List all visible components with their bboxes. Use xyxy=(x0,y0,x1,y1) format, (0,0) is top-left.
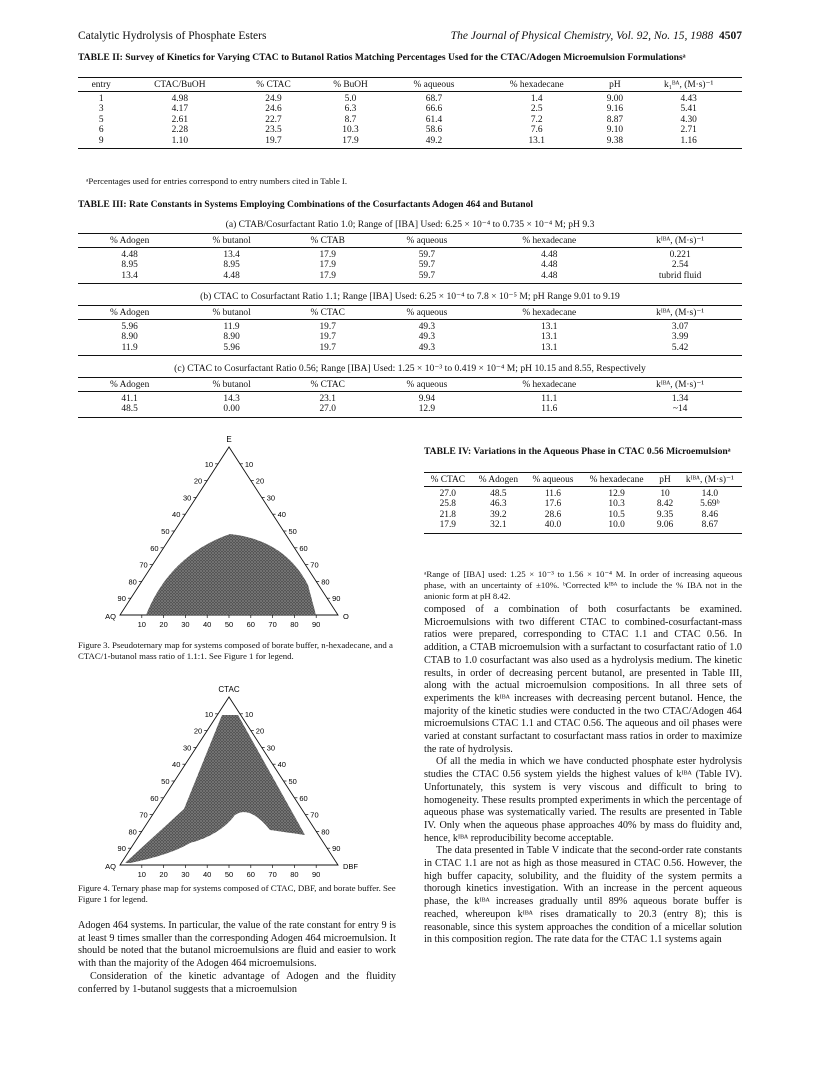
table-cell: 13.4 xyxy=(78,271,181,284)
table-cell: 3.07 xyxy=(671,322,689,332)
table-cell: 3.99 xyxy=(671,332,689,343)
apex-label: CTAC xyxy=(218,685,240,694)
table4-caption: TABLE IV: Variations in the Aqueous Phase in CTAC 0.56 Microemulsionᵃ xyxy=(424,446,731,457)
tick-label: 80 xyxy=(128,827,137,837)
column-header: % aqueous xyxy=(373,378,480,392)
table-cell: 4.17 xyxy=(171,104,189,115)
table-cell: 10.3 xyxy=(608,499,625,510)
table-cell: 9.16 xyxy=(606,104,624,115)
table-cell: 49.2 xyxy=(389,136,479,149)
tick-label: 10 xyxy=(204,459,214,469)
table-cell: 9.06 xyxy=(652,520,677,533)
right-column-text xyxy=(424,604,742,947)
tick-label: 60 xyxy=(299,543,308,553)
tick-label: 40 xyxy=(203,870,212,879)
table-cell: 8.95 xyxy=(121,260,138,271)
column-header: % BuOH xyxy=(312,78,389,92)
table-cell: 11.6 xyxy=(480,404,618,417)
column-header: % CTAC xyxy=(424,473,472,487)
tick-label: 20 xyxy=(159,620,168,629)
table-cell: 59.7 xyxy=(418,260,436,271)
table-cell: 24.9 xyxy=(265,94,282,104)
column-header: % butanol xyxy=(181,306,282,320)
table-cell: 8.46 xyxy=(701,509,719,520)
table-row xyxy=(78,332,742,342)
table-cell: 5.96 xyxy=(121,322,138,332)
table-cell: 11.1 xyxy=(541,394,558,404)
tick-label: 20 xyxy=(255,476,265,486)
table-cell: 49.3 xyxy=(373,343,480,356)
table-cell: 24.6 xyxy=(265,104,282,115)
tick-label: 80 xyxy=(321,577,330,587)
tick-label: 10 xyxy=(137,870,146,879)
tick-label: 90 xyxy=(312,620,321,629)
table-cell: 8.90 xyxy=(223,332,240,343)
column-header: pH xyxy=(652,473,677,487)
table-cell: 5.42 xyxy=(618,343,742,356)
vertex-label: AQ xyxy=(105,862,116,871)
tick-label: 30 xyxy=(266,743,276,753)
tick-label: 90 xyxy=(312,870,321,879)
tick-label: 20 xyxy=(193,476,203,486)
table-cell: 61.4 xyxy=(425,114,443,125)
table-cell: 17.9 xyxy=(424,520,472,533)
tick-label: 70 xyxy=(139,810,148,820)
table-cell: 8.67 xyxy=(678,520,742,533)
table-cell: 8.42 xyxy=(656,499,674,510)
tick-label: 50 xyxy=(161,777,170,786)
tick-label: 60 xyxy=(150,793,159,803)
table-cell: 2.54 xyxy=(671,260,689,271)
table-cell: 0.00 xyxy=(181,404,282,417)
table-cell: 58.6 xyxy=(425,125,443,136)
table-cell: 48.5 xyxy=(78,404,181,417)
tick-label: 50 xyxy=(288,777,297,786)
column-header: % aqueous xyxy=(525,473,581,487)
table-cell: 32.1 xyxy=(472,520,526,533)
table-cell: 10.3 xyxy=(342,125,359,136)
table-header-row xyxy=(78,378,742,392)
figure3-caption: Figure 3. Pseudoternary map for systems composed of borate buffer, n-hexadecane, and a CTAC/1-butanol mass ratio of 1.1:1. See Figure 1 for legend. xyxy=(78,640,393,661)
table-header-row xyxy=(78,234,742,248)
table-cell: 13.4 xyxy=(223,250,240,260)
table2 xyxy=(78,77,742,149)
column-header: % Adogen xyxy=(472,473,526,487)
table-cell: 19.7 xyxy=(319,322,336,332)
table-row xyxy=(424,510,742,520)
table-cell: 5.69ᵇ xyxy=(700,499,720,510)
table-cell: 1.16 xyxy=(635,136,742,149)
table-cell: 12.9 xyxy=(608,489,625,499)
column-header: % aqueous xyxy=(373,234,480,248)
table-cell: 2.61 xyxy=(171,114,189,125)
table-cell: 28.6 xyxy=(544,509,562,520)
tick-label: 30 xyxy=(182,743,192,753)
tick-label: 20 xyxy=(255,726,265,736)
table-cell: 19.7 xyxy=(282,343,374,356)
table-cell: 22.7 xyxy=(265,114,282,125)
table-cell: 39.2 xyxy=(490,509,507,520)
tick-label: 80 xyxy=(128,577,137,587)
table-cell: 4.98 xyxy=(171,94,189,104)
column-header: kᴵᴮᴬ, (M·s)⁻¹ xyxy=(618,234,742,248)
table3c-title: (c) CTAC to Cosurfactant Ratio 0.56; Range [IBA] Used: 1.25 × 10⁻³ to 0.419 × 10⁻⁴ M; pH 10.15 and 8.55, Respectively xyxy=(174,363,646,374)
table-cell: 2.28 xyxy=(171,125,189,136)
table-cell: 13.1 xyxy=(541,322,558,332)
column-header: % aqueous xyxy=(373,306,480,320)
tick-label: 40 xyxy=(203,620,212,629)
table-cell: 49.3 xyxy=(418,332,436,343)
table-cell: 4.48 xyxy=(480,271,618,284)
tick-label: 60 xyxy=(299,793,308,803)
tick-label: 90 xyxy=(332,594,341,604)
table-cell: 49.3 xyxy=(418,322,436,332)
table-cell: 17.9 xyxy=(319,260,336,271)
table-cell: 17.6 xyxy=(544,499,562,510)
table-cell: 4.48 xyxy=(541,260,558,271)
table-header-row xyxy=(78,306,742,320)
tick-label: 40 xyxy=(277,760,286,770)
table-cell: 27.0 xyxy=(439,489,456,499)
tick-label: 80 xyxy=(321,827,330,837)
table-cell: 4.48 xyxy=(181,271,282,284)
table-cell: 8.87 xyxy=(606,114,624,125)
table-row xyxy=(424,520,742,533)
table-cell: 7.6 xyxy=(530,125,543,136)
table-cell: tubrid fluid xyxy=(618,271,742,284)
column-header: % Adogen xyxy=(78,378,181,392)
tick-label: 10 xyxy=(244,709,254,719)
tick-label: 40 xyxy=(172,760,181,770)
table-cell: 5.96 xyxy=(181,343,282,356)
table-cell: 3 xyxy=(98,104,104,115)
column-header: % hexadecane xyxy=(581,473,653,487)
table-cell: 14.3 xyxy=(223,394,240,404)
table-cell: 4.48 xyxy=(541,250,558,260)
tick-label: 70 xyxy=(310,810,319,820)
table-row xyxy=(78,260,742,270)
table-cell: 23.5 xyxy=(265,125,282,136)
table-cell: 2.71 xyxy=(680,125,697,136)
apex-label: E xyxy=(226,435,232,444)
table-row xyxy=(78,136,742,149)
table-cell: 4.30 xyxy=(680,114,697,125)
table-cell: 19.7 xyxy=(319,332,336,343)
tick-label: 50 xyxy=(224,870,234,879)
table-cell: 13.1 xyxy=(479,136,595,149)
tick-label: 20 xyxy=(193,726,203,736)
table-row xyxy=(424,487,742,500)
paragraph: The data presented in Table V indicate that the second-order rate constants in CTAC 1.1 are not as high as those measured in CTAC 0.56. However, the high buffer capacity, solubility, and the fluidity of the system permits a thorough kinetics investigation. With an increase in the percent aqueous phase, the kᴵᴮᴬ increases gradually until 89% aqueous borate buffer is reached, whereupon kᴵᴮᴬ rises dramatically to 20.3 (entry 8); this is reasonable, since this system approaches the condition of a micellar solution in this composition region. The rate data for the CTAC 1.1 systems again xyxy=(424,845,742,946)
column-header: % Adogen xyxy=(78,306,181,320)
table3b-title: (b) CTAC to Cosurfactant Ratio 1.1; Range [IBA] Used: 6.25 × 10⁻⁴ to 7.8 × 10⁻⁵ M; pH Range 9.01 to 9.19 xyxy=(200,291,620,302)
column-header: entry xyxy=(78,78,125,92)
tick-label: 50 xyxy=(288,527,297,536)
table-cell: 5.41 xyxy=(680,104,697,115)
phase-region xyxy=(125,715,308,863)
tick-label: 90 xyxy=(117,844,126,854)
table-cell: 41.1 xyxy=(121,394,138,404)
table-header-row xyxy=(78,78,742,92)
table-cell: 40.0 xyxy=(525,520,581,533)
figure3-ternary-plot xyxy=(80,435,380,640)
vertex-label: DBF xyxy=(343,862,358,871)
paragraph: Of all the media in which we have conducted phosphate ester hydrolysis studies the CTAC 0.56 system yields the highest values of kᴵᴮᴬ (Table IV). Unfortunately, this system is very viscous and difficult to bring to homogeneity. These results prompted experiments in which the percentage of aqueous phase was systematically varied. The results are presented in Table IV. Only when the aqueous phase approaches 40% by mass do fluidity and, hence, kᴵᴮᴬ reproducibility become acceptable. xyxy=(424,756,742,844)
column-header: % hexadecane xyxy=(479,78,595,92)
table-cell: 9.94 xyxy=(418,394,436,404)
paragraph: composed of a combination of both cosurfactants be examined. Microemulsions with two different CTAC to combined-cosurfactant-mass ratios were prepared, corresponding to CTAC 1.1 and CTAC 0.56. In addition, a CTAB microemulsion with a surfactant to cosurfactant ratio of 1.0 CTAB to 1.0 cosurfactant was also used as a hydrolysis medium. The kinetic results, in order of decreasing percent butanol, are presented in Table III, along with the actual microemulsion compositions. In all three sets of experiments the kᴵᴮᴬ increases with decreasing percent butanol. Hence, the majority of the kinetic studies were conducted in the two CTAC/Adogen 464 microemulsions CTAC 1.1 and CTAC 0.56. The aqueous and oil phases were varied at constant surfactant to cosurfactant mass ratios in order to maximize the rate of hydrolysis. xyxy=(424,604,742,755)
table3a xyxy=(78,233,742,284)
running-title: Catalytic Hydrolysis of Phosphate Esters xyxy=(78,30,267,42)
tick-label: 90 xyxy=(117,594,126,604)
table3c xyxy=(78,377,742,418)
paragraph: Adogen 464 systems. In particular, the value of the rate constant for entry 9 is at least 9 times smaller than the corresponding Adogen 464 microemulsion. It should be noted that the butanol microemulsions are fluid and easier to work with than the majority of the Adogen 464 microemulsions. xyxy=(78,920,396,970)
tick-label: 50 xyxy=(161,527,170,536)
table-cell: 8.95 xyxy=(223,260,240,271)
paragraph: Consideration of the kinetic advantage of Adogen and the fluidity conferred by 1-butanol suggests that a microemulsion xyxy=(78,970,396,995)
table-cell: 25.8 xyxy=(439,499,456,510)
table-cell: 11.9 xyxy=(223,322,240,332)
table-cell: 5 xyxy=(98,114,104,125)
table-cell: ~14 xyxy=(618,404,742,417)
tick-label: 70 xyxy=(268,870,277,879)
table-cell: 13.1 xyxy=(480,343,618,356)
table-cell: 48.5 xyxy=(490,489,507,499)
left-column-text xyxy=(78,920,396,996)
table-row xyxy=(78,104,742,114)
column-header: % aqueous xyxy=(389,78,479,92)
column-header: k₁ᴮᴬ, (M·s)⁻¹ xyxy=(635,78,742,92)
table-cell: 13.1 xyxy=(541,332,558,343)
vertex-label: O xyxy=(343,612,349,621)
table-cell: 8.90 xyxy=(121,332,138,343)
table-row xyxy=(78,125,742,135)
column-header: % Adogen xyxy=(78,234,181,248)
table-row xyxy=(78,320,742,333)
table-cell: 10.5 xyxy=(608,509,625,520)
tick-label: 10 xyxy=(137,620,146,629)
table-cell: 10 xyxy=(660,489,670,499)
column-header: % CTAC xyxy=(282,378,374,392)
column-header: pH xyxy=(595,78,636,92)
table2-caption: TABLE II: Survey of Kinetics for Varying CTAC to Butanol Ratios Matching Percentages Used for the CTAC/Adogen Microemulsion Formulationsᵃ xyxy=(78,52,686,63)
tick-label: 50 xyxy=(224,620,234,629)
column-header: % hexadecane xyxy=(480,306,618,320)
table-cell: 9 xyxy=(78,136,125,149)
vertex-label: AQ xyxy=(105,612,116,621)
page-number: 4507 xyxy=(719,30,742,42)
table-row xyxy=(78,248,742,261)
table-cell: 9.10 xyxy=(606,125,624,136)
table-cell: 68.7 xyxy=(425,94,443,104)
table-row xyxy=(78,392,742,405)
table-cell: 4.48 xyxy=(121,250,138,260)
table-cell: 11.6 xyxy=(544,489,561,499)
tick-label: 40 xyxy=(172,510,181,520)
tick-label: 10 xyxy=(244,459,254,469)
tick-label: 70 xyxy=(310,560,319,570)
table-cell: 1.4 xyxy=(530,94,543,104)
tick-label: 30 xyxy=(182,493,192,503)
column-header: kᴵᴮᴬ, (M·s)⁻¹ xyxy=(618,306,742,320)
table-row xyxy=(78,271,742,284)
table-cell: 9.00 xyxy=(606,94,624,104)
table-cell: 1 xyxy=(98,94,104,104)
table3a-title: (a) CTAB/Cosurfactant Ratio 1.0; Range of [IBA] Used: 6.25 × 10⁻⁴ to 0.735 × 10⁻⁴ M; pH 9.3 xyxy=(225,219,595,230)
table4-footnote: ᵃRange of [IBA] used: 1.25 × 10⁻³ to 1.56 × 10⁻⁴ M. In order of increasing aqueous phase, with an uncertainty of ±10%. ᵇCorrected kᴵᴮᴬ to include the % IBA not in the anionic form at pH 8.42. xyxy=(424,569,742,601)
table-cell: 19.7 xyxy=(235,136,312,149)
tick-label: 10 xyxy=(204,709,214,719)
table-row xyxy=(424,499,742,509)
tick-label: 70 xyxy=(268,620,277,629)
table-cell: 9.38 xyxy=(595,136,636,149)
table-cell: 8.7 xyxy=(344,114,357,125)
column-header: % CTAB xyxy=(282,234,374,248)
tick-label: 30 xyxy=(181,870,190,879)
table4 xyxy=(424,472,742,534)
table-cell: 23.1 xyxy=(319,394,336,404)
table-cell: 1.34 xyxy=(671,394,689,404)
table-row xyxy=(78,115,742,125)
tick-label: 90 xyxy=(332,844,341,854)
table-row xyxy=(78,92,742,105)
tick-label: 80 xyxy=(290,620,299,629)
table3b xyxy=(78,305,742,356)
table-cell: 46.3 xyxy=(490,499,507,510)
table-cell: 17.9 xyxy=(312,136,389,149)
table-cell: 14.0 xyxy=(701,489,719,499)
table-cell: 5.0 xyxy=(344,94,357,104)
table-cell: 27.0 xyxy=(282,404,374,417)
column-header: % hexadecane xyxy=(480,234,618,248)
column-header: kᴵᴮᴬ, (M·s)⁻¹ xyxy=(678,473,742,487)
table-cell: 9.35 xyxy=(656,509,674,520)
figure4-caption: Figure 4. Ternary phase map for systems composed of CTAC, DBF, and borate buffer. See Figure 1 for legend. xyxy=(78,883,396,904)
tick-label: 60 xyxy=(246,620,255,629)
table-cell: 10.0 xyxy=(581,520,653,533)
column-header: CTAC/BuOH xyxy=(125,78,236,92)
table-cell: 17.9 xyxy=(282,271,374,284)
table-cell: 7.2 xyxy=(530,114,543,125)
table-cell: 6 xyxy=(98,125,104,136)
table-cell: 4.43 xyxy=(680,94,697,104)
table-row xyxy=(78,343,742,356)
table-cell: 21.8 xyxy=(439,509,456,520)
table-cell: 12.9 xyxy=(373,404,480,417)
table-cell: 59.7 xyxy=(418,250,436,260)
figure4-ternary-plot xyxy=(80,685,380,885)
tick-label: 80 xyxy=(290,870,299,879)
table-header-row xyxy=(424,473,742,487)
tick-label: 30 xyxy=(266,493,276,503)
tick-label: 30 xyxy=(181,620,190,629)
tick-label: 60 xyxy=(246,870,255,879)
table-cell: 0.221 xyxy=(669,250,691,260)
column-header: kᴵᴮᴬ, (M·s)⁻¹ xyxy=(618,378,742,392)
tick-label: 40 xyxy=(277,510,286,520)
table-row xyxy=(78,404,742,417)
column-header: % hexadecane xyxy=(480,378,618,392)
table3-caption: TABLE III: Rate Constants in Systems Employing Combinations of the Cosurfactants Adogen 464 and Butanol xyxy=(78,199,534,210)
phase-region xyxy=(146,534,319,615)
tick-label: 20 xyxy=(159,870,168,879)
column-header: % butanol xyxy=(181,378,282,392)
table-cell: 17.9 xyxy=(319,250,336,260)
table-cell: 1.10 xyxy=(125,136,236,149)
journal-citation: The Journal of Physical Chemistry, Vol. 92, No. 15, 1988 4507 xyxy=(450,30,742,42)
column-header: % CTAC xyxy=(282,306,374,320)
table2-footnote: ᵃPercentages used for entries correspond to entry numbers cited in Table I. xyxy=(86,176,348,186)
table-cell: 59.7 xyxy=(373,271,480,284)
table-cell: 6.3 xyxy=(344,104,357,115)
tick-label: 70 xyxy=(139,560,148,570)
table-cell: 11.9 xyxy=(78,343,181,356)
column-header: % CTAC xyxy=(235,78,312,92)
column-header: % butanol xyxy=(181,234,282,248)
table-cell: 2.5 xyxy=(530,104,543,115)
tick-label: 60 xyxy=(150,543,159,553)
table-cell: 66.6 xyxy=(425,104,443,115)
